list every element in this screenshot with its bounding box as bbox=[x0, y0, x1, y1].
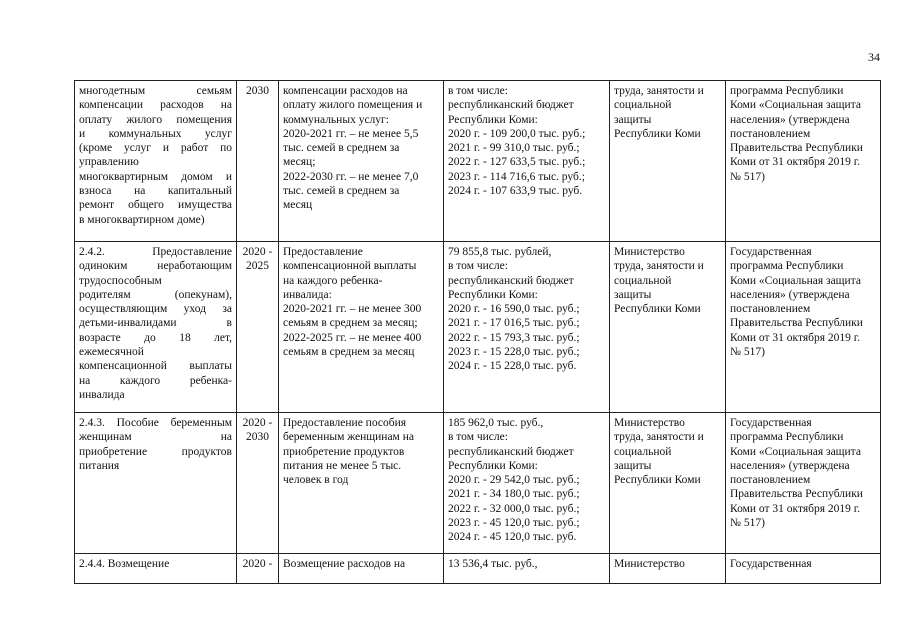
cell-line: Коми от 31 октября 2019 г. bbox=[730, 156, 861, 169]
cell-line: 2023 г. - 114 716,6 тыс. руб.; bbox=[448, 170, 585, 183]
cell-line: месяц bbox=[283, 199, 313, 212]
cell-line: (кроме услуг и работ по bbox=[79, 142, 232, 155]
cell-line: питания bbox=[79, 459, 120, 472]
cell-line: Республики Коми bbox=[614, 127, 701, 140]
cell-line: ежемесячной bbox=[79, 346, 144, 359]
cell-line: Республики Коми: bbox=[448, 113, 538, 126]
cell-line: месяц; bbox=[283, 156, 316, 169]
cell-line: 2020-2021 гг. – не менее 300 bbox=[283, 303, 422, 316]
program-cell bbox=[726, 242, 881, 413]
funding-cell bbox=[444, 81, 610, 242]
cell-line: в том числе: bbox=[448, 85, 508, 97]
cell-line: многодетным семьям bbox=[79, 85, 232, 97]
cell-line: 2023 г. - 45 120,0 тыс. руб.; bbox=[448, 517, 580, 530]
cell-line: 2022 г. - 127 633,5 тыс. руб.; bbox=[448, 156, 586, 169]
funding-cell bbox=[444, 554, 610, 584]
cell-line: 2022 г. - 15 793,3 тыс. руб.; bbox=[448, 331, 580, 344]
cell-line: человек в год bbox=[283, 474, 349, 487]
cell-line: детьми-инвалидами в bbox=[79, 317, 232, 330]
cell-line: населения» (утверждена bbox=[730, 288, 850, 301]
cell-line: Правительства Республики bbox=[730, 142, 863, 155]
cell-line: Предоставление bbox=[283, 246, 363, 258]
cell-line: 2030 bbox=[246, 85, 269, 97]
cell-line: Государственная bbox=[730, 417, 812, 429]
cell-line: Государственная bbox=[730, 558, 812, 570]
cell-line: компенсации расходов на bbox=[79, 99, 232, 112]
cell-line: 2025 bbox=[246, 260, 269, 273]
period-cell bbox=[237, 242, 279, 413]
program-cell bbox=[726, 413, 881, 554]
cell-line: Государственная bbox=[730, 246, 812, 258]
cell-line: защиты bbox=[614, 459, 652, 472]
cell-line: приобретение продуктов bbox=[283, 445, 405, 458]
cell-line: Республики Коми: bbox=[448, 459, 538, 472]
cell-line: питания не менее 5 тыс. bbox=[283, 459, 402, 472]
cell-line: республиканский бюджет bbox=[448, 274, 574, 287]
cell-line: Правительства Республики bbox=[730, 488, 863, 501]
measure-name-cell bbox=[75, 554, 237, 584]
table-row bbox=[75, 81, 881, 242]
cell-line: Коми от 31 октября 2019 г. bbox=[730, 331, 861, 344]
cell-line: № 517) bbox=[730, 346, 765, 359]
cell-line: на каждого ребенка- bbox=[79, 374, 232, 387]
cell-line: оплату жилого помещения и bbox=[283, 99, 423, 112]
cell-line: 2022 г. - 32 000,0 тыс. руб.; bbox=[448, 502, 580, 515]
cell-line: инвалида bbox=[79, 388, 125, 401]
cell-line: 2020 г. - 16 590,0 тыс. руб.; bbox=[448, 303, 580, 316]
table-row bbox=[75, 413, 881, 554]
table-row bbox=[75, 554, 881, 584]
cell-line: Коми «Социальная защита bbox=[730, 99, 861, 112]
cell-line: Республики Коми bbox=[614, 474, 701, 487]
funding-cell bbox=[444, 242, 610, 413]
cell-line: постановлением bbox=[730, 474, 811, 487]
cell-line: на каждого ребенка- bbox=[283, 274, 383, 287]
cell-line: 185 962,0 тыс. руб., bbox=[448, 417, 544, 429]
measure-name-cell bbox=[75, 242, 237, 413]
program-cell bbox=[726, 554, 881, 584]
cell-line: 2020 - bbox=[242, 417, 273, 429]
executor-cell bbox=[610, 242, 726, 413]
cell-line: программа Республики bbox=[730, 431, 844, 444]
period-cell bbox=[237, 81, 279, 242]
cell-line: 2024 г. - 45 120,0 тыс. руб. bbox=[448, 531, 577, 544]
cell-line: постановлением bbox=[730, 303, 811, 316]
executor-cell bbox=[610, 413, 726, 554]
measure-name-cell bbox=[75, 413, 237, 554]
cell-line: 2020 - bbox=[242, 558, 273, 570]
cell-line: компенсационной выплаты bbox=[79, 360, 232, 373]
cell-line: тыс. семей в среднем за bbox=[283, 185, 400, 198]
cell-line: социальной bbox=[614, 99, 672, 112]
cell-line: программа Республики bbox=[730, 260, 844, 273]
cell-line: программа Республики bbox=[730, 85, 844, 97]
cell-line: ремонт общего имущества bbox=[79, 199, 232, 212]
cell-line: беременным женщинам на bbox=[283, 431, 414, 444]
cell-line: 2021 г. - 99 310,0 тыс. руб.; bbox=[448, 142, 580, 155]
cell-line: в том числе: bbox=[448, 431, 508, 444]
cell-line: осуществляющим уход за bbox=[79, 303, 232, 316]
cell-line: населения» (утверждена bbox=[730, 113, 850, 126]
cell-line: управлению bbox=[79, 156, 139, 169]
cell-line: компенсации расходов на bbox=[283, 85, 408, 97]
expected-result-cell bbox=[279, 413, 444, 554]
cell-line: 2020 г. - 109 200,0 тыс. руб.; bbox=[448, 127, 586, 140]
cell-line: № 517) bbox=[730, 170, 765, 183]
funding-cell bbox=[444, 413, 610, 554]
cell-line: социальной bbox=[614, 445, 672, 458]
cell-line: 2021 г. - 17 016,5 тыс. руб.; bbox=[448, 317, 580, 330]
cell-line: труда, занятости и bbox=[614, 260, 704, 273]
cell-line: Коми от 31 октября 2019 г. bbox=[730, 502, 861, 515]
cell-line: республиканский бюджет bbox=[448, 99, 574, 112]
measure-name-cell bbox=[75, 81, 237, 242]
cell-line: 2020-2021 гг. – не менее 5,5 bbox=[283, 127, 419, 140]
executor-cell bbox=[610, 554, 726, 584]
cell-line: в том числе: bbox=[448, 260, 508, 273]
expected-result-cell bbox=[279, 242, 444, 413]
cell-line: защиты bbox=[614, 113, 652, 126]
measures-table bbox=[74, 80, 881, 584]
expected-result-cell bbox=[279, 554, 444, 584]
cell-line: 13 536,4 тыс. руб., bbox=[448, 558, 538, 570]
cell-line: 2023 г. - 15 228,0 тыс. руб.; bbox=[448, 346, 580, 359]
cell-line: Республики Коми: bbox=[448, 288, 538, 301]
program-cell bbox=[726, 81, 881, 242]
cell-line: 2.4.3. Пособие беременным bbox=[79, 417, 232, 429]
cell-line: населения» (утверждена bbox=[730, 459, 850, 472]
cell-line: Возмещение расходов на bbox=[283, 558, 406, 570]
cell-line: 2024 г. - 107 633,9 тыс. руб. bbox=[448, 185, 583, 198]
executor-cell bbox=[610, 81, 726, 242]
cell-line: Коми «Социальная защита bbox=[730, 274, 861, 287]
cell-line: труда, занятости и bbox=[614, 85, 704, 97]
cell-line: 2022-2025 гг. – не менее 400 bbox=[283, 331, 422, 344]
cell-line: 2024 г. - 15 228,0 тыс. руб. bbox=[448, 360, 577, 373]
cell-line: Министерство bbox=[614, 558, 685, 570]
period-cell bbox=[237, 554, 279, 584]
cell-line: Правительства Республики bbox=[730, 317, 863, 330]
page-number: 34 bbox=[868, 50, 880, 64]
cell-line: защиты bbox=[614, 288, 652, 301]
cell-line: семьям в среднем за месяц; bbox=[283, 317, 418, 330]
cell-line: женщинам на bbox=[79, 431, 232, 444]
cell-line: республиканский бюджет bbox=[448, 445, 574, 458]
cell-line: возрасте до 18 лет, bbox=[79, 331, 232, 344]
cell-line: тыс. семей в среднем за bbox=[283, 142, 400, 155]
cell-line: оплату жилого помещения bbox=[79, 113, 232, 126]
cell-line: 2021 г. - 34 180,0 тыс. руб.; bbox=[448, 488, 580, 501]
cell-line: взноса на капитальный bbox=[79, 185, 232, 198]
cell-line: компенсационной выплаты bbox=[283, 260, 417, 273]
cell-line: Министерство bbox=[614, 246, 685, 258]
cell-line: родителям (опекунам), bbox=[79, 288, 232, 301]
cell-line: трудоспособным bbox=[79, 274, 162, 287]
expected-result-cell bbox=[279, 81, 444, 242]
cell-line: 2.4.4. Возмещение bbox=[79, 558, 170, 570]
cell-line: 2030 bbox=[246, 431, 269, 444]
cell-line: постановлением bbox=[730, 127, 811, 140]
cell-line: 79 855,8 тыс. рублей, bbox=[448, 246, 552, 258]
cell-line: многоквартирным домом и bbox=[79, 170, 232, 183]
cell-line: Республики Коми bbox=[614, 303, 701, 316]
cell-line: 2.4.2. Предоставление bbox=[79, 246, 232, 258]
cell-line: 2022-2030 гг. – не менее 7,0 bbox=[283, 170, 419, 183]
cell-line: 2020 г. - 29 542,0 тыс. руб.; bbox=[448, 474, 580, 487]
cell-line: труда, занятости и bbox=[614, 431, 704, 444]
cell-line: семьям в среднем за месяц bbox=[283, 346, 415, 359]
cell-line: коммунальных услуг: bbox=[283, 113, 389, 126]
cell-line: 2020 - bbox=[242, 246, 273, 258]
cell-line: и коммунальных услуг bbox=[79, 127, 232, 140]
cell-line: инвалида: bbox=[283, 288, 332, 301]
table-body bbox=[75, 81, 881, 584]
cell-line: Предоставление пособия bbox=[283, 417, 407, 429]
table-row bbox=[75, 242, 881, 413]
cell-line: приобретение продуктов bbox=[79, 445, 232, 458]
cell-line: № 517) bbox=[730, 517, 765, 530]
period-cell bbox=[237, 413, 279, 554]
cell-line: Коми «Социальная защита bbox=[730, 445, 861, 458]
cell-line: Министерство bbox=[614, 417, 685, 429]
cell-line: социальной bbox=[614, 274, 672, 287]
cell-line: одиноким неработающим bbox=[79, 260, 232, 273]
cell-line: в многоквартирном доме) bbox=[79, 213, 205, 226]
